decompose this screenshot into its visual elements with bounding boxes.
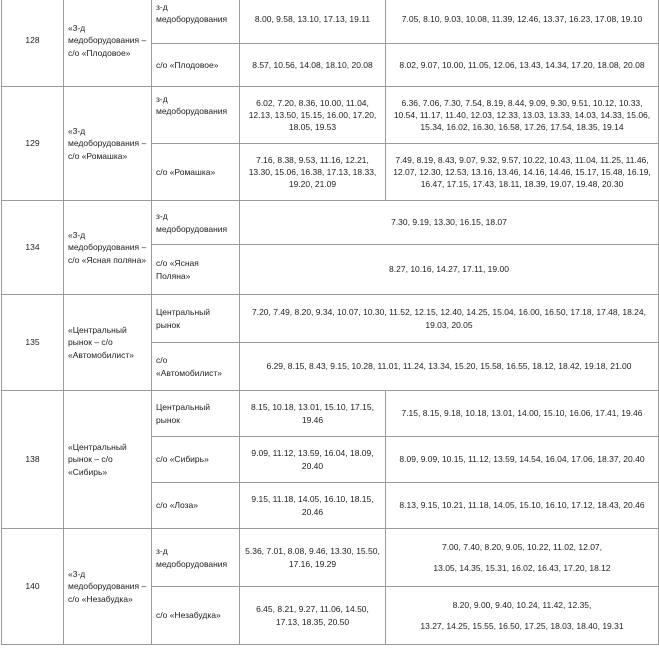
route-number: 138	[2, 391, 64, 529]
stop-name: з-д медоборудования	[152, 87, 240, 144]
route-name: «Центральный рынок – с/о «Сибирь»	[64, 391, 152, 529]
table-row	[2, 295, 659, 343]
weekend-times: 7.49, 8.19, 8.43, 9.07, 9.32, 9.57, 10.22, 10.43, 11.04, 11.25, 11.46, 12.07, 12.30, 12.53, 13.16, 13.46, 14.16, 14.46, 15.17, 15.48, 16.19, 16.47, 17.15, 17.43, 18.11, 18.39, 19.07, 19.48, 20.30	[386, 144, 659, 201]
stop-name: Центральный рынок	[152, 391, 240, 437]
weekday-times: 5.36, 7.01, 8.08, 9.46, 13.30, 15.50, 17.16, 19.29	[240, 529, 386, 587]
weekday-times: 8.15, 10.18, 13.01, 15.10, 17.15, 19.46	[240, 391, 386, 437]
weekday-times: 6.45, 8.21, 9.27, 11.06, 14.50, 17.13, 18.35, 20.50	[240, 587, 386, 645]
route-number: 140	[2, 529, 64, 645]
weekend-times: 6.36, 7.06, 7.30, 7.54, 8.19, 8.44, 9.09, 9.30, 9.51, 10.12, 10.33, 10.54, 11.17, 11.40, 12.03, 12.33, 13.03, 13.33, 14.03, 14.33, 15.06, 15.34, 16.02, 16.30, 16.58, 17.26, 17.54, 18.35, 19.14	[386, 87, 659, 144]
route-name: «3-д медоборудования – с/о «Ромашка»	[64, 87, 152, 201]
all-days-times: 6.29, 8.15, 8.43, 9.15, 10.28, 11.01, 11.24, 13.34, 15.20, 15.58, 16.55, 18.12, 18.42, 19.18, 21.00	[240, 343, 659, 391]
stop-name: с/о «Плодовое»	[152, 44, 240, 87]
weekend-times: 7.15, 8.15, 9.18, 10.18, 13.01, 14.00, 15.10, 16.06, 17.41, 19.46	[386, 391, 659, 437]
table-row	[2, 529, 659, 587]
weekday-times: 9.09, 11.12, 13.59, 16.04, 18.09, 20.40	[240, 437, 386, 483]
weekend-times-line: 13.05, 14.35, 15.31, 16.02, 16.43, 17.20, 18.12	[433, 562, 611, 573]
table-row	[2, 0, 659, 44]
weekend-times-line: 13.27, 14.25, 15.55, 16.50, 17.25, 18.03, 18.40, 19.31	[420, 620, 624, 631]
weekday-times: 7.16, 8.38, 9.53, 11.16, 12.21, 13.30, 15.06, 16.38, 17.13, 18.33, 19.20, 21.09	[240, 144, 386, 201]
all-days-times: 7.30, 9.19, 13.30, 16.15, 18.07	[240, 201, 659, 245]
weekday-times: 9.15, 11.18, 14.05, 16.10, 18.15, 20.46	[240, 483, 386, 529]
stop-name: з-д медоборудования	[152, 201, 240, 245]
route-name: «3-д медоборудования – с/о «Плодовое»	[64, 0, 152, 87]
route-number: 128	[2, 0, 64, 87]
stop-name: з-д медоборудования	[152, 529, 240, 587]
route-number: 129	[2, 87, 64, 201]
stop-name: Центральный рынок	[152, 295, 240, 343]
stop-name: с/о «Ромашка»	[152, 144, 240, 201]
route-name: «3-д медоборудования – с/о «Незабудка»	[64, 529, 152, 645]
weekend-times: 8.13, 9.15, 10.21, 11.18, 14.05, 15.10, 16.10, 17.12, 18.43, 20.46	[386, 483, 659, 529]
weekday-times: 8.57, 10.56, 14.08, 18.10, 20.08	[240, 44, 386, 87]
table-row	[2, 391, 659, 437]
all-days-times: 7.20, 7.49, 8.20, 9.34, 10.07, 10.30, 11.52, 12.15, 12.40, 14.25, 15.04, 16.00, 16.50, 17.18, 17.48, 18.24, 19.03, 20.05	[240, 295, 659, 343]
stop-name: с/о «Лоза»	[152, 483, 240, 529]
weekend-times-line: 8.20, 9.00, 9.40, 10.24, 11.42, 12.35,	[452, 600, 592, 611]
weekend-times: 8.02, 9.07, 10.00, 11.05, 12.06, 13.43, 14.34, 17.20, 18.08, 20.08	[386, 44, 659, 87]
stop-name: з-д медоборудования	[152, 0, 240, 44]
weekend-times	[386, 529, 659, 587]
weekend-times: 7.05, 8.10, 9.03, 10.08, 11.39, 12.46, 13.37, 16.23, 17.08, 19.10	[386, 0, 659, 44]
weekend-times: 8.09, 9.09, 10.15, 11.12, 13.59, 14.54, 16.04, 17.06, 18.37, 20.40	[386, 437, 659, 483]
route-name: «Центральный рынок – с/о «Автомобилист»	[64, 295, 152, 391]
stop-name: с/о «Ясная Поляна»	[152, 245, 240, 295]
stop-name: с/о «Незабудка»	[152, 587, 240, 645]
weekday-times: 8.00, 9.58, 13.10, 17.13, 19.11	[240, 0, 386, 44]
bus-schedule-table	[1, 0, 659, 645]
weekday-times: 6.02, 7.20, 8.36, 10.00, 11.04, 12.13, 13.50, 15.15, 16.00, 17.20, 18.05, 19.53	[240, 87, 386, 144]
route-name: «3-д медоборудования – с/о «Ясная поляна»	[64, 201, 152, 295]
all-days-times: 8.27, 10.16, 14.27, 17.11, 19.00	[240, 245, 659, 295]
route-number: 134	[2, 201, 64, 295]
stop-name: с/о «Сибирь»	[152, 437, 240, 483]
table-row	[2, 201, 659, 245]
table-row	[2, 87, 659, 144]
weekend-times-line: 7.00, 7.40, 8.20, 9.05, 10.22, 11.02, 12.07,	[441, 542, 603, 553]
route-number: 135	[2, 295, 64, 391]
stop-name: с/о «Автомобилист»	[152, 343, 240, 391]
weekend-times	[386, 587, 659, 645]
